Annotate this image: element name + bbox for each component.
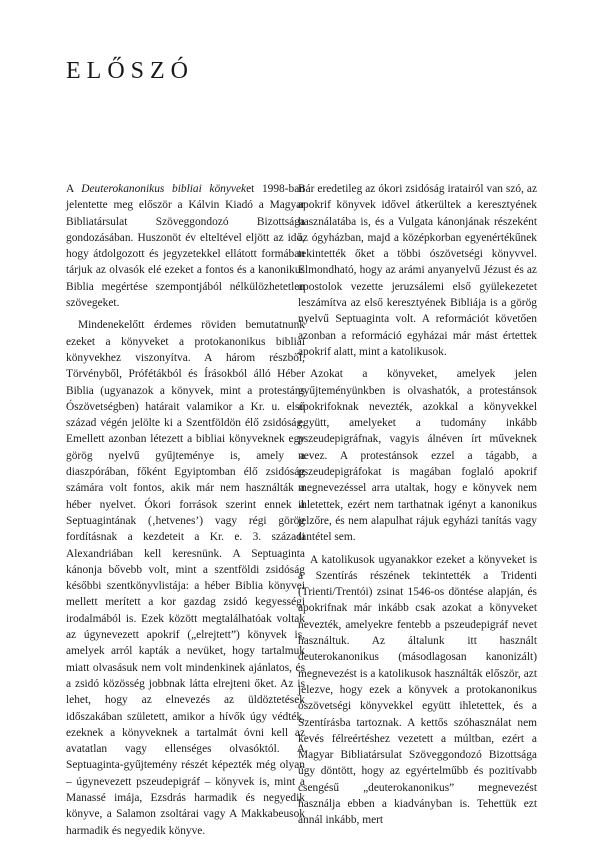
paragraph: Azokat a könyveket, amelyek jelen gyűjteményünkben is olvashatók, a protestánsok apokrifoknak nevezték, azokkal a könyvekkel együtt, amelyeket a tudomány inkább pszeudepigráfnak, vagyis álnéven írt műveknek nevez. A protestánsok ezzel a tágabb, a pszeudepigráfokat is magában foglaló apokrif megnevezéssel arra utaltak, hogy e könyvek nem ihletettek, ezért nem tarthatnak igényt a kanonikus jelzőre, és nem alapulhat rájuk egyházi tanítás vagy tantétel sem. — [298, 368, 537, 544]
right-column — [298, 181, 537, 835]
paragraph: A katolikusok ugyanakkor ezeket a könyveket is a Szentírás részének tekintették a Tridenti (Trienti/Trentói) zsinat 1546-os döntése alapján, és apokrifnak már inkább csak azokat a könyveket nevezték, amelyekre fentebb a pszeudepigráf nevet használtuk. Az általunk itt használt deuterokanonikus (másodlagosan kanonizált) megnevezést is a katolikusok használták először, azt jelezve, hogy ezek a könyvek a protokanonikus ószövetségi könyvekkel együtt ihletettek, és a Szentírásba tartoznak. A kettős szóhasználat nem kevés félreértéshez vezetett a múltban, ezért a Magyar Bibliatársulat Szöveggondozó Bizottsága úgy döntött, hogy az egyértelműbb és pozitívabb csengésű „deuterokanonikus” megnevezést használja ebben a kiadványban is. Tehettük ezt annál inkább, mert — [298, 553, 537, 827]
paragraph-prefix: A — [66, 183, 82, 195]
paragraph: Mindenekelőtt érdemes röviden bemutatnunk ezeket a könyveket a protokanonikus bibliai könyvekhez viszonyítva. A három részből, Törvényből, Prófétákból és Írásokból álló Héber Biblia (ugyanazok a könyvek, mint a protestáns Ószövetségben) határait valamikor a Kr. u. első század végén jelölte ki a Szentföldön élő zsidóság. Emellett azonban létezett a bibliai könyveknek egy görög nyelvű gyűjteménye is, amely a diaszpórában, főként Egyiptomban élő zsidóság számára volt fontos, akik már nem használták a héber nyelvet. Ókori források szerint ennek a Septuagintának (‚hetvenes’) vagy régi görög fordításnak a kezdeteit a Kr. e. 3. századi Alexandriában kell keresnünk. A Septuaginta kánonja bővebb volt, mint a szentföldi zsidóság későbbi szentkönyvlistája: a héber Biblia könyvei mellett merített a kor gazdag zsidó kegyességi irodalmából is. Ezek között megtalálhatóak voltak az úgynevezett apokrif („elrejtett”) könyvek is, amelyek arról kapták a nevüket, hogy tartalmuk miatt olvasásuk nem volt mindenkinek ajánlatos, és a zsidó közösség jobbnak látta elrejteni őket. Az is lehet, hogy az elnevezés az üldöztetések időszakában született, amikor a hívők úgy védték, ezeknek a könyveknek a tartalmát óvni kell az avatatlan vagy ellenséges olvasóktól. A Septuaginta-gyűjtemény részét képezték még olyan – úgynevezett pszeudepigráf – könyvek is, mint a Manassé imája, Ezsdrás harmadik és negyedik könyve, a Salamon zsoltárai vagy A Makkabeusok harmadik és negyedik könyve. — [66, 319, 305, 837]
paragraph-text: et 1998-ban jelentette meg először a Kálvin Kiadó a Magyar Bibliatársulat Szöveggondozó Bizottsága gondozásában. Huszonöt év elteltével eljött az idő, hogy átdolgozott és jegyzetekkel ellátott formában tárjuk az olvasók elé ezeket a fontos és a kanonikus Biblia megértése szempontjából nélkülözhetetlen szövegeket. — [66, 183, 305, 310]
paragraph — [66, 181, 305, 311]
left-column — [66, 181, 305, 845]
paragraph: Bár eredetileg az ókori zsidóság iratairól van szó, az apokrif könyvek idővel átkerültek a keresztyének használatába is, és a Vulgata kánonjának részeként az ógyházban, majd a középkorban egyenértékűnek tekintették őket a többi ószövetségi könyvvel. Elmondható, hogy az arámi anyanyelvű Jézust és az apostolok vezette jeruzsálemi első gyülekezetet leszámítva az első keresztyének Bibliája is a görög nyelvű Septuaginta volt. A reformációt követően azonban a reformáció egyházai már mást értettek apokrif alatt, mint a katolikusok. — [298, 183, 537, 358]
page-title: ELŐSZÓ — [66, 58, 194, 84]
book-title: Deuterokanonikus bibliai könyvek — [81, 183, 247, 195]
